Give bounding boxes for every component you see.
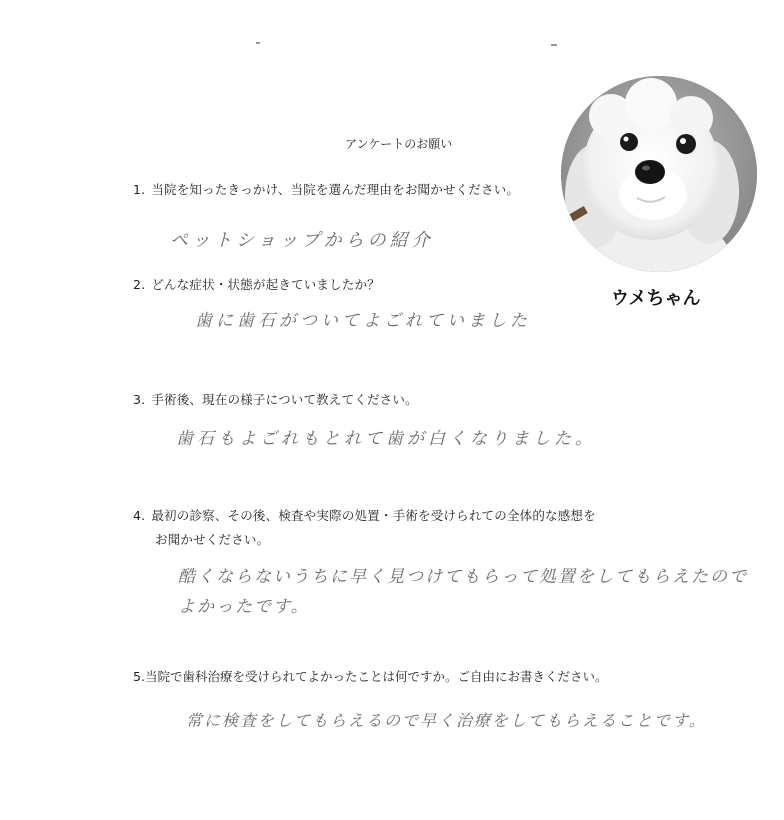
question-2: 2. どんな症状・状態が起きていましたか？ bbox=[133, 277, 380, 292]
scan-speck bbox=[256, 42, 260, 44]
survey-title: アンケートのお願い bbox=[345, 137, 453, 151]
question-4: 4. 最初の診察、その後、検査や実際の処置・手術を受けられての全体的な感想を bbox=[133, 508, 596, 523]
scan-speck bbox=[551, 44, 557, 46]
question-4-text-line2: お聞かせください。 bbox=[155, 532, 270, 547]
question-3: 3. 手術後、現在の様子について教えてください。 bbox=[133, 392, 418, 407]
question-5-text: 当院で歯科治療を受けられてよかったことは何ですか。ご自由にお書きください。 bbox=[144, 669, 608, 684]
dog-illustration bbox=[561, 76, 757, 272]
question-1-text: 当院を知ったきっかけ、当院を選んだ理由をお聞かせください。 bbox=[151, 182, 520, 197]
question-1: 1. 当院を知ったきっかけ、当院を選んだ理由をお聞かせください。 bbox=[133, 182, 520, 197]
question-2-text: どんな症状・状態が起きていましたか？ bbox=[151, 277, 380, 292]
question-4-text: 最初の診察、その後、検査や実際の処置・手術を受けられての全体的な感想を bbox=[151, 508, 596, 523]
answer-2: 歯に歯石がついてよごれていました bbox=[195, 311, 531, 331]
question-3-text: 手術後、現在の様子について教えてください。 bbox=[151, 392, 418, 407]
question-5: 5.当院で歯科治療を受けられてよかったことは何ですか。ご自由にお書きください。 bbox=[133, 669, 608, 684]
answer-4-line2: よかったです。 bbox=[178, 597, 310, 617]
pet-name-label: ウメちゃん bbox=[611, 288, 701, 308]
answer-1: ペットショップからの紹介 bbox=[170, 230, 434, 251]
answer-3: 歯石もよごれもとれて歯が白くなりました。 bbox=[176, 429, 596, 449]
pet-photo bbox=[561, 76, 757, 272]
answer-5: 常に検査をしてもらえるので早く治療をしてもらえることです。 bbox=[186, 711, 707, 730]
answer-4: 酷くならないうちに早く見つけてもらって処置をしてもらえたので bbox=[178, 567, 748, 587]
